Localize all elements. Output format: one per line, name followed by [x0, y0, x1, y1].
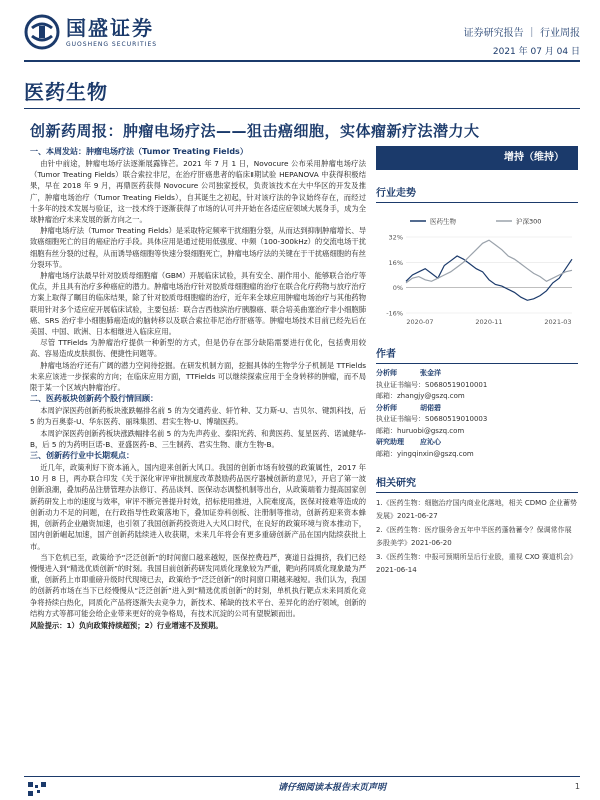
page-number: 1 [574, 782, 580, 791]
paragraph-9: 当下危机已至，政策给予“泛泛创新”的时间窗口越来越短，医保控费趋严，赛道日益拥挤，我们已经慢慢进入到“精选优质创新”的时刻。我国目前创新药研发同质化现象较为严重，靶向药同质化现象最为严重，创新药上市即重磅升级时代现境已去，政策给予“泛泛创新”的时间窗口期越来越短。我们认为，我国的创新药市场在当下已经慢慢从“泛泛创新”进入到“精选优质创新”的时刻，单机执行靶点未来同质化竞争将持续白热化，同质化产品将逐渐失去竞争力，新技术、稀缺的技术平台、差异化的治疗领域，创新的结构方式等都可能会给企业带来更好的竞争格局，有技术沉淀的公司有望脱颖而出。 [30, 552, 366, 618]
section-heading-2: 二、医药板块创新药个股行情回顾： [30, 394, 158, 404]
report-type: 证券研究报告 ｜ 行业周报 [463, 28, 580, 39]
analyst-2-email[interactable]: 邮箱：huruobi@gszq.com [376, 426, 465, 435]
section-heading-3: 三、创新药行业中长期观点： [30, 451, 134, 461]
paragraph-7: 本周沪深医药创新药板块涨跌幅排名前 5 的为先声药业、泰阳光药、和黄医药、复星医药、诺诚健华-B，后 5 的为药明巨诺-B、亚盛医药-B、三生制药、君实生物、康方生物-B。 [30, 428, 366, 449]
analyst-1-cert: 执业证书编号：S0680519010001 [376, 380, 488, 389]
chart-y-tick-label: -16% [386, 309, 403, 318]
sidebar [376, 146, 578, 770]
analyst-1 [376, 368, 578, 380]
paragraph-5: 肿瘤电场治疗还有广阔的潜力空间待挖掘。在研发机制方面，挖掘具体的生物学分子机制是 TTFields 未来应该进一步探索的方向；在临床应用方面，TTFields 可以继续探索应用于全身转移的肿瘤，而不局限于某一个区域内肿瘤治疗。 [30, 360, 366, 393]
section-heading-1: 一、本周发站：肿瘤电场疗法（Tumor Treating Fields） [30, 147, 248, 156]
paragraph-2: 肿瘤电场疗法（Tumor Treating Fields）是采取特定频率干扰细胞分裂，从而达到抑制肿瘤增长、导致癌细胞死亡的目的癌症治疗手段。具体应用是通过使用低强度、中频（100-300kHz）的交流电场干扰细胞有丝分裂的过程，从而诱导癌细胞等快速分裂细胞死亡，肿瘤电场疗法的关键在于干扰癌细胞的有丝分裂环节。 [30, 226, 366, 269]
report-title: 创新药周报：肿瘤电场疗法——狙击癌细胞，实体瘤新疗法潜力大 [30, 122, 480, 140]
risk-warning: 风险提示：1）负向政策持续超预；2）行业增速不及预期。 [30, 620, 223, 630]
rating-badge: 增持（维持） [376, 146, 578, 170]
related-list [376, 497, 578, 576]
footer-disclaimer: 请仔细阅读本报告末页声明 [277, 783, 386, 793]
chart-y-tick-label: 32% [388, 233, 403, 242]
header-divider [24, 60, 580, 62]
analyst-2-cert: 执业证书编号：S0680519010003 [376, 415, 488, 423]
chart-y-tick-label: 16% [388, 258, 403, 267]
researcher [376, 437, 578, 449]
performance-heading: 行业走势 [376, 184, 578, 203]
performance-chart [376, 209, 578, 331]
sector-title: 医药生物 [24, 80, 108, 104]
company-logo [24, 14, 157, 50]
chart-legend-label: 沪深300 [516, 217, 542, 226]
analyst-2 [376, 403, 578, 415]
chart-legend-label: 医药生物 [430, 217, 456, 226]
analyst-1-label: 分析师 [376, 369, 397, 377]
chart-x-tick-label: 2020-11 [475, 318, 503, 326]
chart-series-line-1 [406, 240, 572, 283]
performance-chart-svg [376, 209, 578, 331]
related-item[interactable]: 2.《医药生物：医疗服务舍五年中半医药蓬勃蓄令？保调常作展多股美学》2021-06-20 [376, 526, 572, 547]
paragraph-6: 本周沪深医药创新药板块涨跌幅排名前 5 的为交通药业、轩竹种、艾力斯-U、吉贝尔、键凯科技，后 5 的为百奥泰-U、华东医药、丽珠集团、君实生物-U、博瑞医药。 [30, 406, 366, 427]
paragraph-1: 由针中前途，肿瘤电场疗法逐渐展露锋芒。2021 年 7 月 1 日，Novocure 公布采用肿瘤电场疗法（Tumor Treating Fields）联合索拉非尼，在治疗肝癌患者的临床Ⅱ期试验 HEPANOVA 中获得积极结果，早在 2018 年 9 月，再鼎医药获得 Novocure 公司独家授权，负责该技术在大中华区的开发及推广，肿瘤电场治疗（Tumor Treating Fields），自其诞生之初起，针对该疗法的争议始终存在，而经过十多年的技术发展与验证，这一技术终于逐渐获得了市场的认可并开始在各适应症领域大展身手，成为全球肿瘤治疗未来发展的新方向之一。 [30, 159, 366, 225]
analyst-1-email[interactable]: 邮箱：zhangjy@gszq.com [376, 392, 465, 400]
analyst-1-name: 张金洋 [420, 369, 441, 377]
researcher-email[interactable]: 邮箱：yingqinxin@gszq.com [376, 449, 474, 458]
paragraph-4: 尽管 TTFields 为肿瘤治疗提供一种新型的方式，但是仍存在部分缺陷需要进行优化，包括费用较高、容易造成皮肤损伤、便捷性问题等。 [30, 338, 366, 359]
report-header [0, 0, 600, 62]
paragraph-3: 肿瘤电场疗法最早针对胶质母细胞瘤（GBM）开展临床试验，具有安全、副作用小、能够联合治疗等优点，并且具有治疗多种癌症的潜力。肿瘤电场治疗针对胶质母细胞瘤的治疗在联合化疗药物与放疗治疗方案上取得了瞩目的临床结果，除了针对胶质母细胞瘤的治疗，近年来全球应用肿瘤电场治疗与其他药物联用针对多个适应症开展临床试验，主要包括：联合吉西他滨治疗胰腺癌、联合培美曲塞治疗非小细胞肺癌、SRS 治疗非小细胞肺癌造成的脑转移以及联合索拉菲尼治疗肝癌等。肿瘤电场技术目前已经先后在美国、中国、欧洲、日本相继进入临床应用。 [30, 271, 366, 337]
guosheng-logo-icon [24, 14, 60, 50]
qr-code-icon [28, 782, 46, 796]
chart-series-line-0 [406, 256, 572, 300]
related-item[interactable]: 3.《医药生物：中报可预期所呈后行业股，重视 CXO 赛道机会》2021-06-14 [376, 553, 577, 574]
researcher-name: 应沁心 [420, 438, 441, 446]
paragraph-8: 近几年，政策利好下资本涌入，国内迎来创新大风口。我国的创新市场有较强的政策属性，2017 年 10 月 8 日，两办联合印发《关于深化审评审批制度改革鼓励药品医疗器械创新的意见》，开启了第一波创新浪潮，叠加药品注册管理办法修订、药品谈判、医保动态调整机制等出台，从政策端着力提高国家创新药研发上市的速度与效率，审评不断完善提升时效，招标使用推进，入院难度高，医保对接难等造成的创新动力不足的问题，在行政指导性政策落地下，叠加证券科创板、注册制等推动，创新药迎来资本蜂拥，创新药企业融资加速，也引领了我国创新药投资进入大风口时代，在良好的政策环境与资本推动下，国内创新崛起加速，国产创新药陆续进入收获期，未来几年将会有更多重磅创新产品在国内陆续获批上市。 [30, 463, 366, 551]
analyst-2-name: 胡偌碧 [420, 403, 441, 412]
chart-x-tick-label: 2020-07 [406, 318, 434, 326]
authors-block [376, 368, 578, 460]
logo-en: GUOSHENG SECURITIES [66, 40, 158, 48]
footer-divider [24, 776, 580, 777]
chart-y-tick-label: 0% [392, 284, 403, 293]
related-heading: 相关研究 [376, 474, 578, 493]
report-date: 2021 年 07 月 04 日 [492, 47, 580, 57]
sector-divider [24, 108, 580, 109]
report-body [30, 146, 366, 770]
chart-x-tick-label: 2021-03 [544, 318, 572, 326]
analyst-2-label: 分析师 [376, 403, 397, 412]
related-item[interactable]: 1.《医药生物：细胞治疗国内商业化落地，相关 CDMO 企业蓄势发展》2021-06-27 [376, 499, 577, 520]
researcher-label: 研究助理 [376, 438, 404, 446]
authors-heading: 作者 [376, 345, 578, 364]
logo-cn: 国盛证券 [66, 15, 154, 40]
